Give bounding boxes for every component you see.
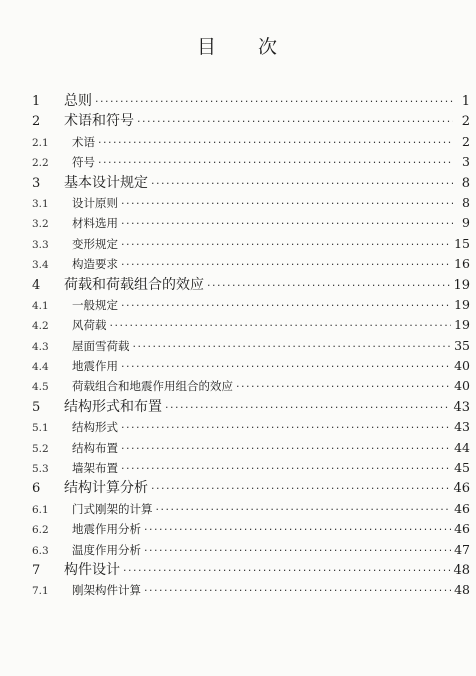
entry-number: 6.2 [32,524,49,537]
entry-number: 4 [32,277,41,293]
entry-title: 术语 [72,134,95,149]
entry-number: 3.1 [32,197,49,210]
entry-title: 构件设计 [64,561,120,578]
toc-entry-6-3[interactable] [30,540,470,560]
entry-number: 5 [32,399,41,415]
toc-entry-4-5[interactable] [30,376,470,396]
toc-entry-2[interactable] [30,111,470,131]
title-char-1: 目 [196,36,218,58]
entry-number: 3 [32,175,41,191]
dot-leader [144,581,451,601]
dot-leader [207,276,450,296]
entry-title: 荷载组合和地震作用组合的效应 [72,379,233,394]
toc-entry-3-3[interactable] [30,234,470,254]
dot-leader [121,418,451,438]
entry-number: 6.1 [32,503,49,516]
entry-page: 46 [454,500,470,516]
entry-page: 19 [454,296,470,312]
entry-title: 门式刚架的计算 [72,501,153,516]
dot-leader [123,561,450,581]
entry-number: 7.1 [32,585,49,598]
entry-title: 术语和符号 [64,113,134,130]
entry-page: 8 [461,175,470,191]
entry-number: 3.4 [32,259,49,272]
entry-title: 结构形式和布置 [64,398,162,415]
entry-title: 符号 [72,155,95,170]
entry-title: 墙架布置 [72,461,118,476]
toc-entry-3[interactable] [30,173,470,193]
entry-number: 4.3 [32,340,49,353]
page-title [0,32,476,59]
entry-page: 8 [462,194,470,210]
entry-number: 7 [32,562,41,578]
toc-entry-5[interactable] [30,397,470,417]
toc-entry-2-2[interactable] [30,152,470,172]
entry-number: 3.3 [32,238,49,251]
dot-leader [121,459,451,479]
dot-leader [121,357,451,377]
entry-page: 2 [462,133,470,149]
entry-title: 基本设计规定 [64,174,148,191]
entry-page: 40 [454,378,470,394]
entry-number: 5.3 [32,463,49,476]
entry-title: 总则 [64,93,92,109]
dot-leader [121,296,451,316]
entry-page: 15 [454,235,470,251]
dot-leader [95,92,453,112]
dot-leader [121,214,453,234]
entry-page: 40 [454,358,470,374]
dot-leader [121,255,451,275]
entry-title: 风荷载 [72,318,107,333]
entry-page: 3 [462,154,470,170]
dot-leader [151,174,453,194]
toc-entry-3-2[interactable] [30,213,470,233]
toc-entry-4-1[interactable] [30,295,470,315]
entry-number: 4.4 [32,361,49,374]
dot-leader [236,377,451,397]
entry-page: 48 [454,582,470,598]
entry-page: 45 [454,460,470,476]
entry-title: 刚架构件计算 [72,583,141,598]
toc-entry-2-1[interactable] [30,132,470,152]
entry-number: 2.1 [32,136,49,149]
entry-page: 16 [454,256,470,272]
entry-title: 地震作用 [72,359,118,374]
entry-page: 1 [461,94,470,109]
entry-title: 屋面雪荷载 [72,338,130,353]
dot-leader [165,398,450,418]
toc-entry-3-4[interactable] [30,254,470,274]
entry-page: 19 [454,317,470,333]
toc-entry-4-4[interactable] [30,356,470,376]
entry-page: 46 [454,521,470,537]
dot-leader [144,520,451,540]
dot-leader [121,194,453,214]
entry-number: 3.2 [32,218,49,231]
dot-leader [121,235,451,255]
dot-leader [98,133,453,153]
dot-leader [151,479,450,499]
toc-entry-6-1[interactable] [30,499,470,519]
toc-entry-1[interactable] [30,91,470,111]
toc-entry-5-2[interactable] [30,438,470,458]
entry-number: 4.5 [32,381,49,394]
entry-title: 温度作用分析 [72,542,141,557]
entry-number: 4.2 [32,320,49,333]
dot-leader [133,337,452,357]
entry-number: 6 [32,481,41,497]
entry-title: 一般规定 [72,297,118,312]
entry-title: 材料选用 [72,216,118,231]
toc-entry-5-3[interactable] [30,458,470,478]
dot-leader [137,112,453,132]
dot-leader [144,541,451,561]
dot-leader [121,439,451,459]
toc-entry-3-1[interactable] [30,193,470,213]
entry-title: 结构形式 [72,420,118,435]
entry-title: 结构计算分析 [64,480,148,497]
table-of-contents [30,91,470,601]
entry-title: 地震作用分析 [72,522,141,537]
toc-entry-6[interactable] [30,478,470,498]
entry-page: 19 [453,277,470,293]
title-char-2: 次 [258,36,280,58]
entry-title: 设计原则 [72,195,118,210]
entry-page: 9 [462,215,470,231]
entry-page: 47 [454,541,470,557]
toc-entry-4-2[interactable] [30,315,470,335]
toc-entry-4[interactable] [30,275,470,295]
dot-leader [98,153,453,173]
entry-title: 变形规定 [72,236,118,251]
dot-leader [110,316,452,336]
entry-number: 4.1 [32,299,49,312]
entry-page: 43 [454,419,470,435]
entry-page: 35 [454,337,470,353]
toc-entry-7-1[interactable] [30,580,470,600]
entry-number: 2 [32,114,41,130]
entry-title: 构造要求 [72,257,118,272]
entry-number: 6.3 [32,544,49,557]
dot-leader [156,500,452,520]
entry-title: 结构布置 [72,440,118,455]
toc-entry-6-2[interactable] [30,519,470,539]
entry-title: 荷载和荷载组合的效应 [64,276,204,293]
entry-number: 2.2 [32,157,49,170]
entry-page: 43 [453,399,470,415]
entry-page: 48 [453,562,470,578]
entry-number: 1 [32,94,41,109]
toc-entry-5-1[interactable] [30,417,470,437]
entry-number: 5.2 [32,442,49,455]
entry-number: 5.1 [32,422,49,435]
entry-page: 44 [454,439,470,455]
toc-entry-4-3[interactable] [30,336,470,356]
entry-page: 2 [461,114,470,130]
entry-page: 46 [453,481,470,497]
toc-entry-7[interactable] [30,560,470,580]
